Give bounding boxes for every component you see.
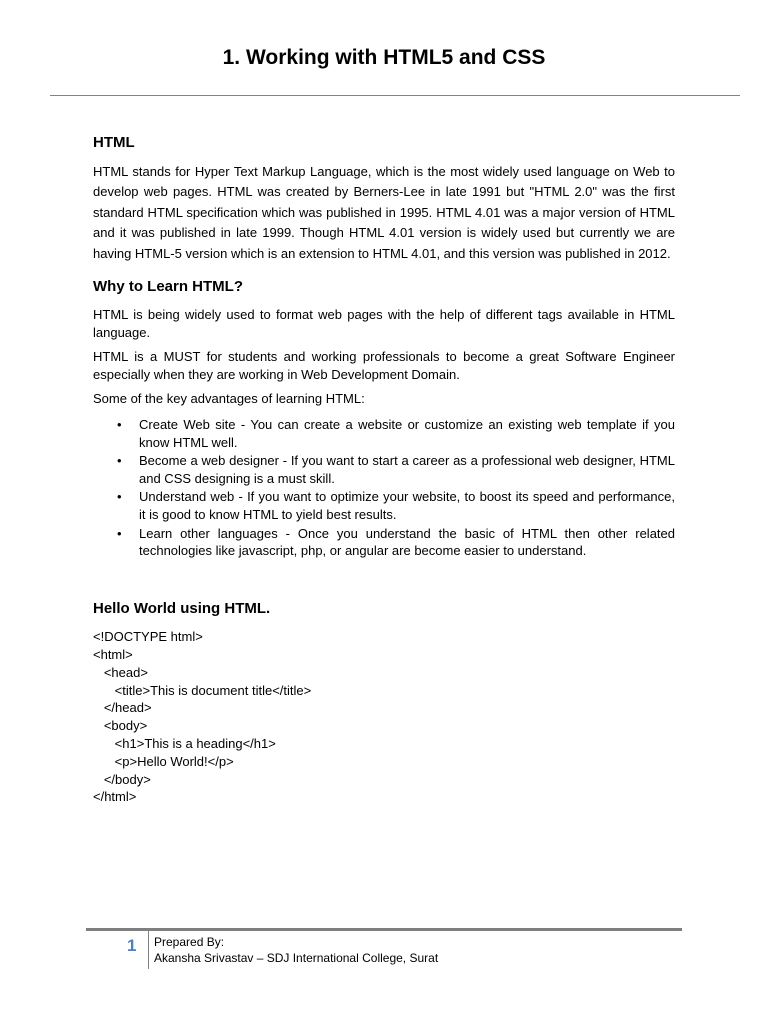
footer-author: Akansha Srivastav – SDJ International College, Surat [154, 951, 439, 965]
bullet-icon: • [117, 489, 122, 505]
list-item-text: Understand web - If you want to optimize your website, to boost its speed and performance, it is good to know HTML to yield best results. [139, 489, 675, 523]
footer-prepared-label: Prepared By: [154, 935, 225, 949]
bullet-icon: • [117, 453, 122, 469]
advantages-list [93, 416, 675, 560]
title-divider [50, 95, 740, 96]
why-paragraph-2: HTML is a MUST for students and working professionals to become a great Software Engineer especially when they are working in Web Development Domain. [93, 349, 675, 383]
why-paragraph-3: Some of the key advantages of learning HTML: [93, 391, 365, 407]
list-item [93, 488, 675, 524]
why-paragraph-1: HTML is being widely used to format web pages with the help of different tags available in HTML language. [93, 307, 675, 341]
page-number: 1 [127, 936, 137, 955]
list-item [93, 416, 675, 452]
page-footer [86, 928, 682, 971]
section-heading-why: Why to Learn HTML? [93, 278, 243, 296]
document-body [93, 132, 675, 806]
list-item [93, 525, 675, 561]
code-sample: <!DOCTYPE html> <html> <head> <title>This is document title</title> </head> <body> <h1>This is a heading</h1> <p>Hello World!</p> </body> </html> [93, 629, 312, 805]
bullet-icon: • [117, 417, 122, 433]
list-item [93, 452, 675, 488]
section-heading-html: HTML [93, 134, 135, 151]
bullet-icon: • [117, 525, 122, 541]
page-title: 1. Working with HTML5 and CSS [222, 46, 546, 69]
html-intro-paragraph: HTML stands for Hyper Text Markup Language, which is the most widely used language on Web to develop web pages. HTML was created by Berners-Lee in late 1991 but "HTML 2.0" was the first standard HTML specification which was published in 1995. HTML 4.01 was a major version of HTML and it was published in late 1999. Though HTML 4.01 version is widely used but currently we are having HTML-5 version which is an extension to HTML 4.01, and this version was published in 2012. [93, 164, 675, 261]
list-item-text: Become a web designer - If you want to start a career as a professional web designer, HTML and CSS designing is a must skill. [139, 453, 675, 487]
list-item-text: Create Web site - You can create a website or customize an existing web template if you know HTML well. [139, 417, 675, 450]
footer-divider [148, 931, 149, 969]
footer-credits [154, 934, 438, 966]
section-heading-hello-world: Hello World using HTML. [93, 600, 271, 618]
list-item-text: Learn other languages - Once you understand the basic of HTML then other related technologies like javascript, php, or angular are become easier to understand. [139, 525, 675, 559]
